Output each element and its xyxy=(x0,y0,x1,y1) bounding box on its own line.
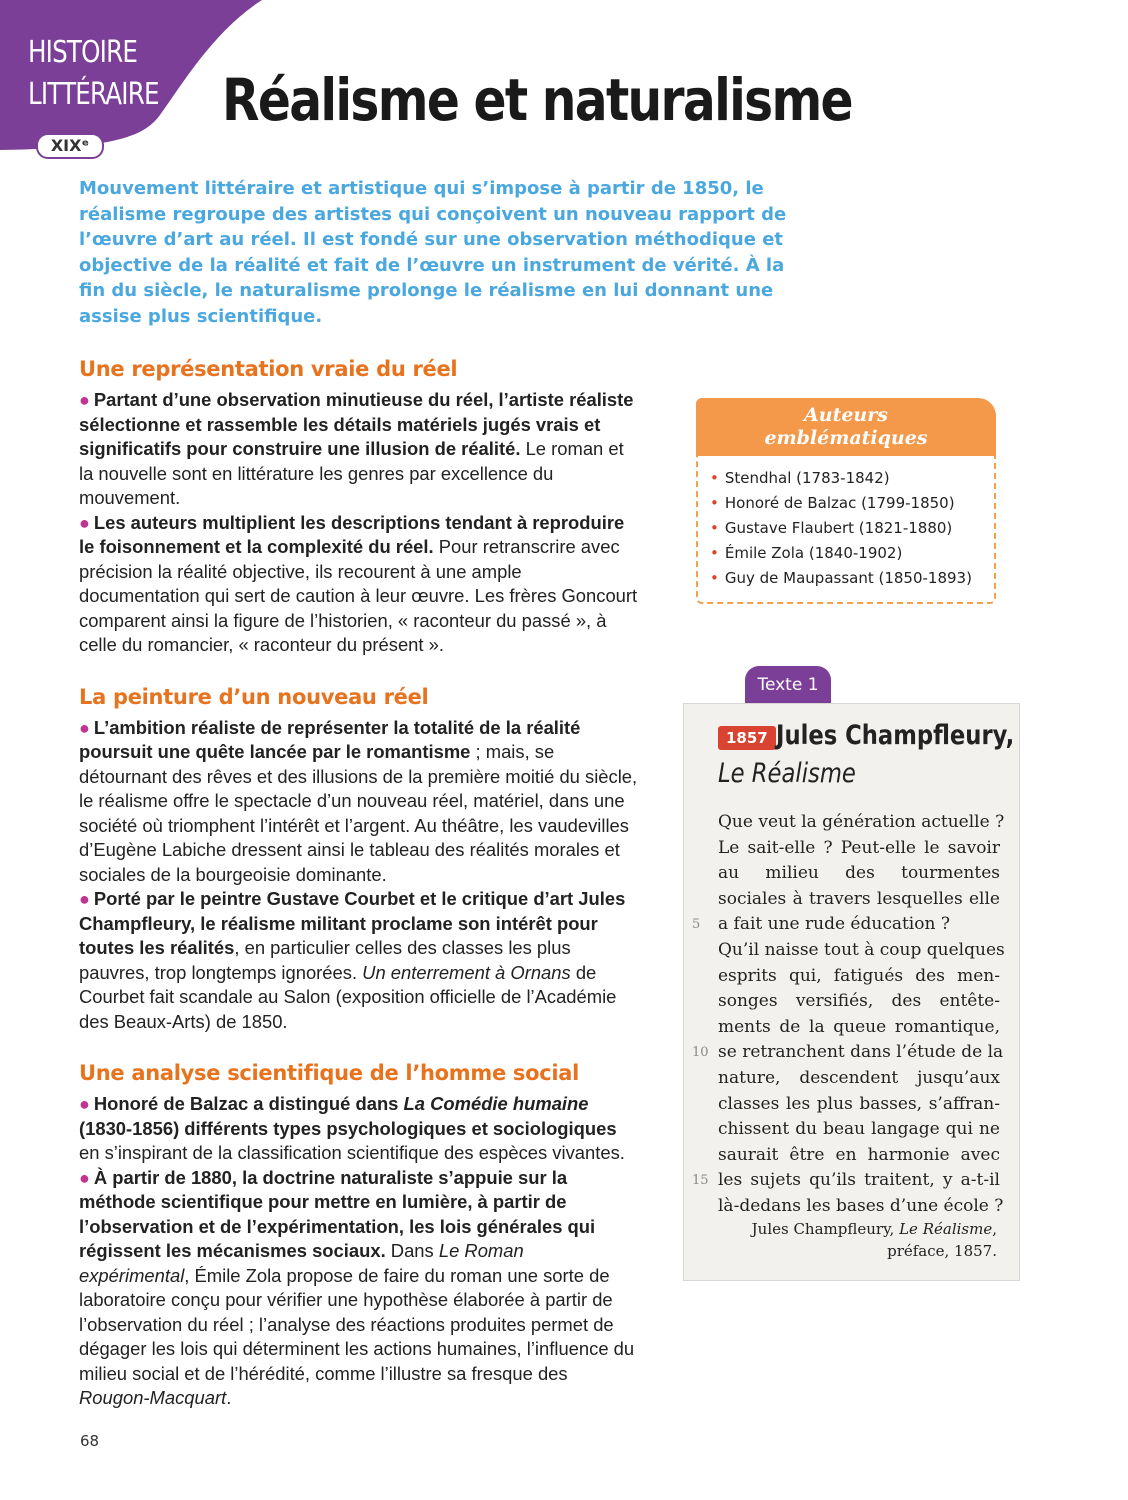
section-heading: Une analyse scientifique de l’homme social xyxy=(79,1061,580,1085)
excerpt-work-title: Le Réalisme xyxy=(718,758,856,789)
bullet-icon: ● xyxy=(79,717,90,738)
bullet-icon: • xyxy=(710,469,719,487)
text-line: sociales à travers lesquelles elle xyxy=(718,888,1000,909)
line-number: 15 xyxy=(692,1173,709,1188)
text-line: chissent du beau langage qui ne xyxy=(718,1119,1000,1140)
bullet-icon: • xyxy=(710,544,719,562)
line-number: 5 xyxy=(692,917,701,932)
text-line: esprits qui, fatigués des men- xyxy=(718,965,1000,986)
bullet-icon: • xyxy=(710,569,719,587)
section-peinture xyxy=(79,682,639,1035)
excerpt-author: Jules Champfleury, xyxy=(776,720,1015,751)
section-analyse xyxy=(79,1058,639,1411)
bullet-icon: ● xyxy=(79,390,90,410)
excerpt-source: Jules Champfleury, Le Réalisme, préface, 1857. xyxy=(751,1220,997,1260)
text-line: saurait être en harmonie avec xyxy=(718,1144,1000,1165)
authors-list xyxy=(710,466,972,591)
section-heading: Une représentation vraie du réel xyxy=(79,357,458,381)
text-line: Qu’il naisse tout à coup quelques xyxy=(718,939,1005,960)
section-heading: La peinture d’un nouveau réel xyxy=(79,684,429,709)
section-representation xyxy=(79,354,639,658)
text-line: au milieu des tourmentes xyxy=(718,863,1000,884)
text-line: ments de la queue romantique, xyxy=(718,1016,1000,1037)
category-line2: LITTÉRAIRE xyxy=(28,77,159,112)
paragraph: ● Honoré de Balzac a distingué dans La Comédie humaine (1830-1856) différents types psychologiques et sociologiques en s’inspirant de la classification scientifique des espèces vivantes. xyxy=(79,1093,625,1163)
bullet-icon: ● xyxy=(79,1094,90,1114)
list-item: • Stendhal (1783-1842) xyxy=(710,469,890,487)
paragraph: ● L’ambition réaliste de représenter la totalité de la réalité poursuit une quête lancée par le romantisme ; mais, se détournant des rêves et des illusions de la première moitié du siècle, le réalisme offre le spectacle d’un nouveau réel, matériel, dans une société où triomphent l’intérêt et l’argent. Au théâtre, les vaudevilles d’Eugène Labiche dressent ainsi le tableau des réalités morales et sociales de la bourgeoisie dominante. xyxy=(79,716,638,885)
excerpt-text xyxy=(718,810,1005,1220)
list-item: • Honoré de Balzac (1799-1850) xyxy=(710,494,955,512)
text-line: songes versifiés, des entête- xyxy=(718,991,1000,1012)
page-title: Réalisme et naturalisme xyxy=(222,66,852,134)
paragraph: ● Partant d’une observation minutieuse du réel, l’artiste réaliste sélectionne et rassemble les détails matériels jugés vrais et significatifs pour construire une illusion de réalité. Le roman et la nouvelle sont en littérature les genres par excellence du mouvement. xyxy=(79,389,634,508)
paragraph: ● À partir de 1880, la doctrine naturaliste s’appuie sur la méthode scientifique pour mettre en lumière, à partir de l’observation et de l’expérimentation, les lois générales qui régissent les mécanismes sociaux. Dans Le Roman expérimental, Émile Zola propose de faire du roman une sorte de laboratoire conçu pour vérifier une hypothèse élaborée à partir de l’observation du réel ; l’analyse des réactions produites permet de dégager les lois qui déterminent les actions humaines, l’influence du milieu social et de l’hérédité, comme l’illustre sa fresque des Rougon-Macquart. xyxy=(79,1166,635,1408)
paragraph: ● Les auteurs multiplient les descriptions tendant à reproduire le foisonnement et la complexité du réel. Pour retranscrire avec précision la réalité objective, ils recourent à une ample documentation qui sert de caution à leur œuvre. Les frères Goncourt comparent ainsi la figure de l’historien, « raconteur du passé », à celle du romancier, « raconteur du présent ». xyxy=(79,511,638,655)
list-item: • Émile Zola (1840-1902) xyxy=(710,544,903,562)
paragraph: ● Porté par le peintre Gustave Courbet et le critique d’art Jules Champfleury, le réalisme militant proclame son intérêt pour toutes les réalités, en particulier celles des classes les plus pauvres, trop longtemps ignorées. Un enterrement à Ornans de Courbet fait scandale au Salon (exposition officielle de l’Académie des Beaux-Arts) de 1850. xyxy=(79,888,626,1032)
bullet-icon: ● xyxy=(79,1167,90,1188)
line-number: 10 xyxy=(692,1045,709,1060)
authors-box xyxy=(696,398,996,604)
list-item: • Gustave Flaubert (1821-1880) xyxy=(710,519,953,537)
text-line: là-dedans les bases d’une école ? xyxy=(718,1195,1004,1216)
bullet-icon: ● xyxy=(79,512,90,533)
page-number: 68 xyxy=(80,1432,100,1450)
list-item: • Guy de Maupassant (1850-1893) xyxy=(710,569,972,587)
text-line: Le sait-elle ? Peut-elle le savoir xyxy=(718,837,1000,858)
text-line: a fait une rude éducation ? xyxy=(718,914,950,935)
bullet-icon: • xyxy=(710,494,719,512)
bullet-icon: • xyxy=(710,519,719,537)
text-line: nature, descendent jusqu’aux xyxy=(718,1067,1000,1088)
text-line: les sujets qu’ils traitent, y a-t-il xyxy=(718,1170,1000,1191)
category-line1: HISTOIRE xyxy=(28,35,138,70)
main-column xyxy=(79,354,639,1435)
text-tab: Texte 1 xyxy=(745,666,831,704)
century-badge: XIXᵉ xyxy=(36,133,104,159)
text-excerpt-box xyxy=(683,703,1020,1281)
intro-text: Mouvement littéraire et artistique qui s’impose à partir de 1850, le réalisme regroupe des artistes qui conçoivent un nouveau rapport de l’œuvre d’art au réel. Il est fondé sur une observation méthodique et objective de la réalité et fait de l’œuvre un instrument de vérité. À la fin du siècle, le naturalisme prolonge le réalisme en lui donnant une assise plus scientifique. xyxy=(79,178,787,327)
bullet-icon: ● xyxy=(79,889,90,909)
text-line: Que veut la génération actuelle ? xyxy=(718,812,1005,832)
category-label xyxy=(28,32,159,116)
text-line: se retranchent dans l’étude de la xyxy=(718,1042,1004,1063)
authors-box-title: Auteurs emblématiques xyxy=(696,398,996,456)
year-badge: 1857 xyxy=(718,726,776,750)
text-line: classes les plus basses, s’affran- xyxy=(718,1093,1000,1114)
